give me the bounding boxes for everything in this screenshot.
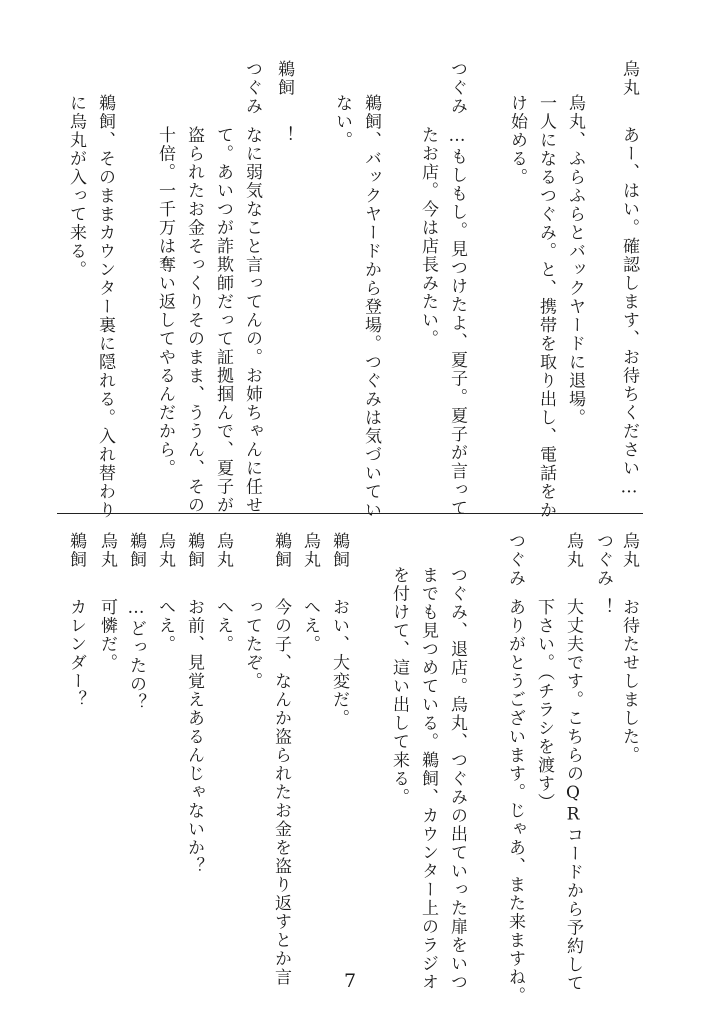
speaker-ukai: 鵜飼: [274, 60, 294, 97]
stage-direction: 烏丸、ふらふらとバックヤードに退場。: [565, 94, 585, 427]
stage-direction: を付けて、這い出して来る。: [389, 566, 409, 807]
dialogue-line: て。あいつが詐欺師だって証拠掴んで、夏子が: [213, 126, 233, 515]
speaker-karasuma: 烏丸: [619, 532, 639, 569]
dialogue-line: …どったの？: [126, 598, 146, 712]
stage-direction: ない。: [332, 94, 352, 150]
stage-direction: に烏丸が入って来る。: [66, 94, 86, 279]
speaker-tsugumi: つぐみ: [593, 532, 613, 588]
dialogue-line: へえ。: [300, 598, 320, 654]
dialogue-line: ！: [593, 598, 613, 617]
speaker-ukai: 鵜飼: [184, 532, 204, 569]
speaker-tsugumi: つぐみ: [242, 60, 262, 116]
dialogue-line: ってたぞ。: [242, 598, 262, 691]
dialogue-line: あー、はい。確認します、お待ちください…: [619, 126, 639, 499]
dialogue-line: たお店。今は店長みたい。: [418, 126, 438, 348]
speaker-tsugumi: つぐみ: [505, 532, 525, 588]
dialogue-line: 可憐だ。: [97, 598, 117, 672]
stage-direction: までも見つめている。鵜飼、カウンター上のラジオ: [418, 566, 438, 992]
section-divider: [57, 513, 643, 514]
dialogue-line: カレンダー？: [66, 598, 86, 709]
speaker-karasuma: 烏丸: [155, 532, 175, 569]
page-number: 7: [343, 970, 357, 992]
dialogue-line: へえ。: [213, 598, 233, 654]
stage-direction: つぐみ、退店。烏丸、つぐみの出ていった扉をいつ: [447, 566, 467, 992]
stage-direction: 鵜飼、バックヤードから登場。つぐみは気づいてい: [361, 94, 381, 520]
speaker-karasuma: 烏丸: [213, 532, 233, 569]
speaker-karasuma: 烏丸: [97, 532, 117, 569]
dialogue-line: おい、大変だ。: [329, 598, 349, 728]
speaker-karasuma: 烏丸: [563, 532, 583, 569]
speaker-tsugumi: つぐみ: [447, 60, 467, 116]
dialogue-line: お前、見覚えあるんじゃないか？: [184, 598, 204, 876]
dialogue-line: ありがとうございます。じゃあ、また来ますね。: [505, 598, 525, 1005]
dialogue-line: 盗られたお金そっくりそのまま、ううん、その: [184, 126, 204, 515]
dialogue-line: お待たせしました。: [619, 598, 639, 765]
speaker-ukai: 鵜飼: [66, 532, 86, 569]
stage-direction: 一人になるつぐみ。と、携帯を取り出し、電話をか: [536, 94, 556, 520]
dialogue-line: …もしもし。見つけたよ、夏子。夏子が言って: [447, 126, 467, 518]
dialogue-line: 十倍。一千万は奪い返してやるんだから。: [155, 126, 175, 478]
dialogue-line: なに弱気なこと言ってんの。お姉ちゃんに任せ: [242, 126, 262, 515]
dialogue-line: へえ。: [155, 598, 175, 654]
stage-direction: 鵜飼、そのままカウンター裏に隠れる。入れ替わり: [95, 94, 115, 520]
speaker-ukai: 鵜飼: [271, 532, 291, 569]
dialogue-line: ！: [274, 126, 294, 145]
speaker-ukai: 鵜飼: [126, 532, 146, 569]
speaker-karasuma: 烏丸: [300, 532, 320, 569]
speaker-karasuma: 烏丸: [619, 60, 639, 97]
dialogue-line: 今の子、なんか盗られたお金を盗り返すとか言: [271, 598, 291, 987]
speaker-ukai: 鵜飼: [329, 532, 349, 569]
dialogue-line: 下さい。（チラシを渡す）: [534, 598, 554, 812]
stage-direction: け始める。: [507, 94, 527, 187]
dialogue-line: 大丈夫です。こちらのQRコードから予約して: [563, 598, 583, 993]
